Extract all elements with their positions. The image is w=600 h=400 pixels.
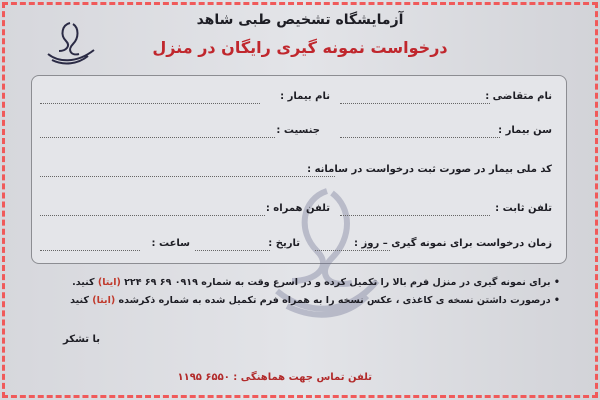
note-end: کنید — [70, 295, 93, 306]
note-2 — [70, 295, 560, 306]
form-title: درخواست نمونه گیری رایگان در منزل — [152, 38, 448, 57]
patient-age-label: سن بیمار : — [498, 125, 552, 136]
landline-label: تلفن ثابت : — [495, 203, 552, 214]
request-time-label: زمان درخواست برای نمونه گیری – روز : — [354, 238, 552, 249]
gender-field[interactable] — [40, 137, 275, 138]
patient-name-field[interactable] — [40, 103, 260, 104]
request-day-field[interactable] — [315, 250, 390, 251]
landline-field[interactable] — [340, 215, 490, 216]
note-1 — [72, 277, 560, 288]
gender-label: جنسیت : — [276, 125, 320, 136]
national-code-label: کد ملی بیمار در صورت ثبت درخواست در سامانه : — [307, 164, 552, 175]
applicant-name-field[interactable] — [340, 103, 490, 104]
date-field[interactable] — [195, 250, 270, 251]
national-code-field[interactable] — [40, 176, 335, 177]
date-label: تاریخ : — [268, 238, 300, 249]
applicant-name-label: نام متقاضی : — [485, 91, 552, 102]
mobile-label: تلفن همراه : — [265, 203, 330, 214]
patient-age-field[interactable] — [340, 137, 500, 138]
hour-field[interactable] — [40, 250, 140, 251]
contact-phone: تلفن تماس جهت هماهنگی : ۶۵۵۰ ۱۱۹۵ — [177, 372, 372, 383]
thanks-text: با تشکر — [63, 334, 100, 345]
note-text: • برای نمونه گیری در منزل فرم بالا را تکمیل کرده و در اسرع وقت به شماره ۰۹۱۹ ۶۹ ۶۹ ۲۲۴ — [120, 277, 560, 288]
mobile-field[interactable] — [40, 215, 265, 216]
note-text: • درصورت داشتن نسخه ی کاغذی ، عکس نسخه را به همراه فرم تکمیل شده به شماره ذکرشده — [115, 295, 560, 306]
eitaa-app-label: (ایتا) — [92, 295, 116, 306]
note-end: کنید. — [72, 277, 98, 288]
lab-title: آزمایشگاه تشخیص طبی شاهد — [196, 12, 404, 28]
hour-label: ساعت : — [151, 238, 190, 249]
patient-name-label: نام بیمار : — [280, 91, 330, 102]
eitaa-app-label: (ایتا) — [97, 277, 121, 288]
